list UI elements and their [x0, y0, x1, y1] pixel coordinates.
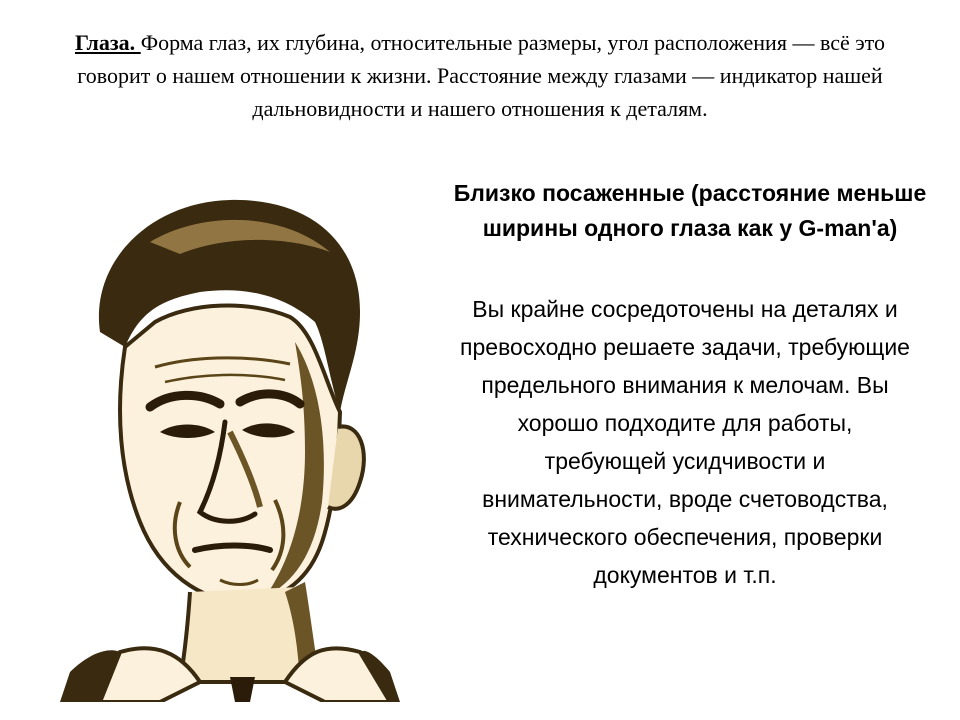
body-paragraph: Вы крайне сосредоточены на деталях и превосходно решаете задачи, требующие предельного внимания к мелочам. Вы хорошо подходите для работы, требующей усидчивости и внимательности, вроде счетоводства, технического обеспечения, проверки документов и т.п. — [460, 296, 910, 588]
intro-lead: Глаза. — [74, 30, 141, 55]
intro-text: Форма глаз, их глубина, относительные размеры, угол расположения — всё это говорит о нашем отношении к жизни. Расстояние между глазами — индикатор нашей дальновидности и нашего отношения к деталям. — [77, 30, 885, 121]
intro-paragraph — [40, 26, 920, 125]
portrait-neck — [180, 587, 305, 682]
section-heading: Близко посаженные (расстояние меньше ширины одного глаза как у G-man'а) — [453, 180, 927, 241]
man-portrait-illustration — [60, 182, 400, 702]
portrait-tie — [230, 677, 255, 702]
